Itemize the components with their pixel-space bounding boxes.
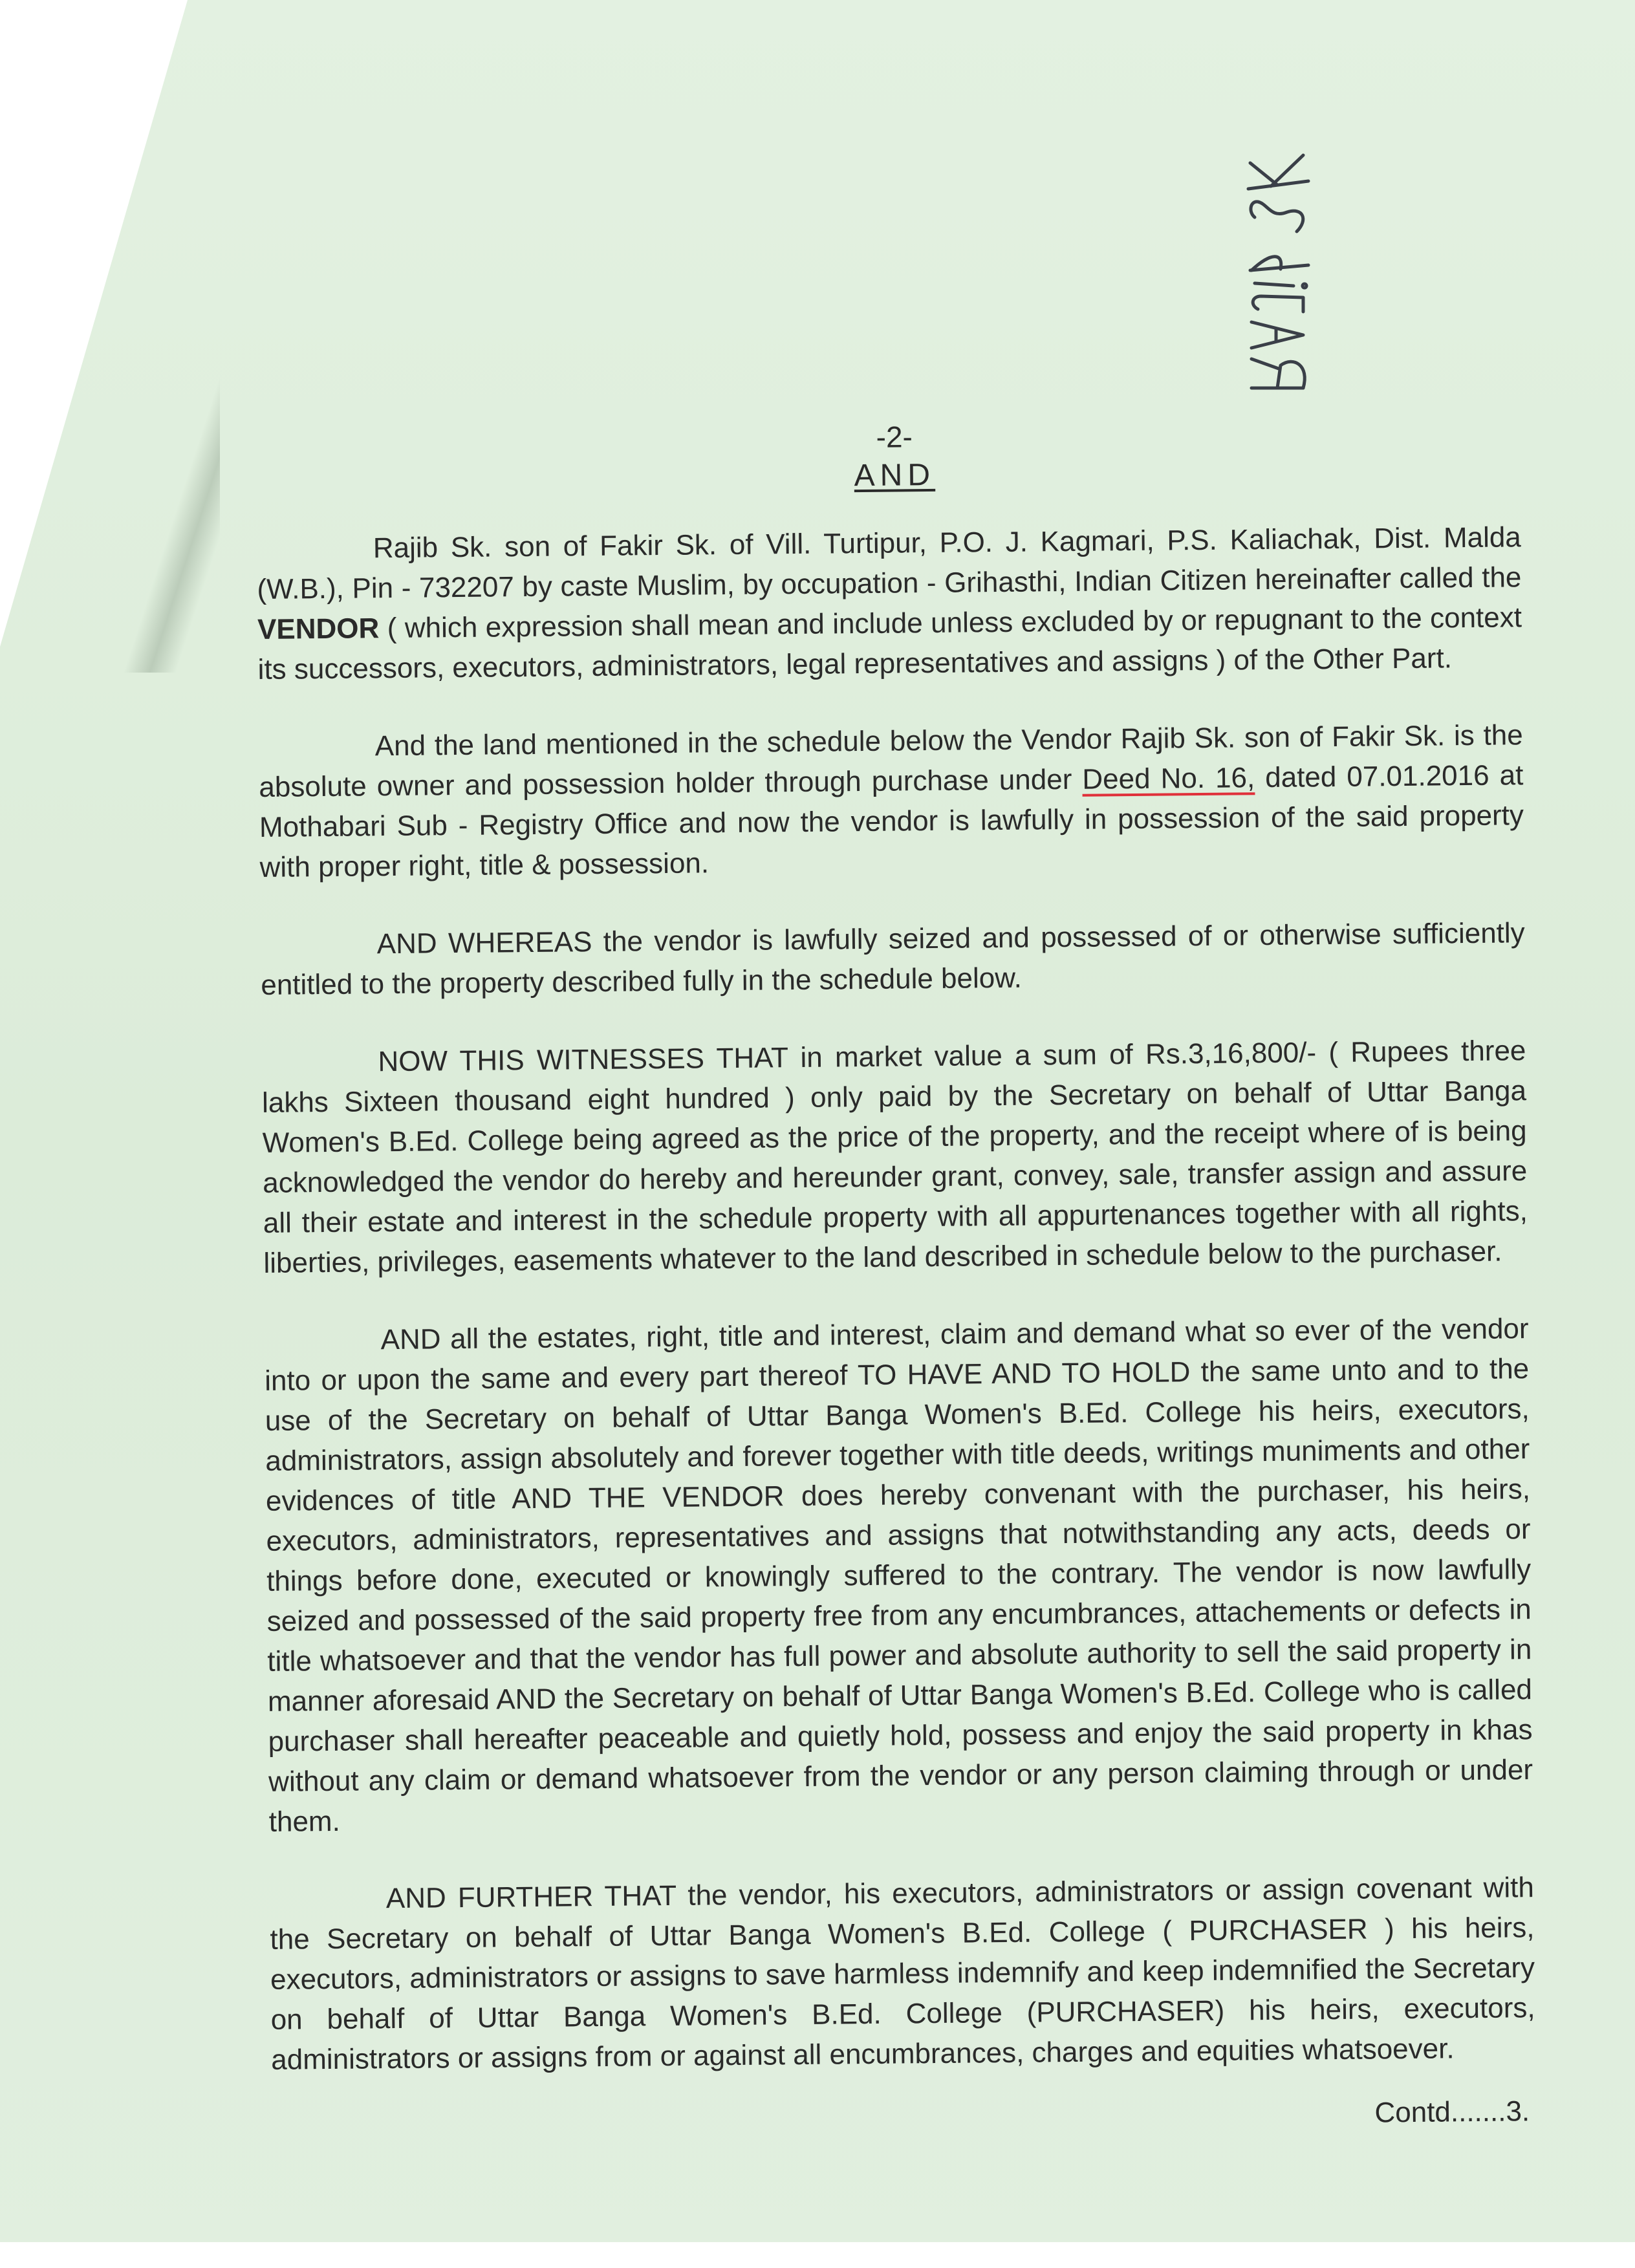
estates-paragraph: AND all the estates, right, title and interest, claim and demand what so ever of the vendor into or upon the same and every part thereof TO HAVE AND TO HOLD the same unto and to the use of the Secretary on behalf of Uttar Banga Women's B.Ed. College his heirs, executors, administrators, assign absolutely and forever together with title deeds, writings muniments and other evidences of title AND THE VENDOR does hereby convenant with the purchaser, his heirs, executors, administrators, representatives and assigns that notwithstanding any acts, deeds or things before done, executed or knowingly suffered to the contrary. The vendor is now lawfully seized and possessed of the said property free from any encumbrances, attachements or defects in title whatsoever and that the vendor has full power and absolute authority to sell the said property in manner aforesaid AND the Secretary on behalf of Uttar Banga Women's B.Ed. College who is called purchaser shall hereafter peaceable and quietly hold, possess and enjoy the said property in khas without any claim or demand whatsoever from the vendor or any person claiming through or under them. (264, 1313, 1533, 1838)
page-number: -2- (876, 420, 913, 454)
continuation-marker: Contd.......3. (1374, 2095, 1530, 2129)
ownership-paragraph-rest: dated 07.01.2016 at Mothabari Sub - Registry Office and now the vendor is lawfully in possession of the said property with proper right, title & possession. (259, 759, 1524, 883)
signature-handwriting (1232, 142, 1323, 401)
vendor-paragraph (257, 517, 1522, 690)
whereas-paragraph: AND WHEREAS the vendor is lawfully seized and possessed of or otherwise sufficiently entitled to the property described fully in the schedule below. (261, 917, 1525, 1001)
further-paragraph: AND FURTHER THAT the vendor, his executors, administrators or assign covenant with the Secretary on behalf of Uttar Banga Women's B.Ed. College ( PURCHASER ) his heirs, executors, administrators or assigns to save harmless indemnify and keep indemnified the Secretary on behalf of Uttar Banga Women's B.Ed. College (PURCHASER) his heirs, executors, administrators or assigns from or against all encumbrances, charges and equities whatsoever. (270, 1872, 1535, 2076)
deed-number-reference: Deed No. 16, (1082, 762, 1255, 795)
witnesses-paragraph: NOW THIS WITNESSES THAT in market value a sum of Rs.3,16,800/- ( Rupees three lakhs Sixteen thousand eight hundred ) only paid by the Secretary on behalf of Uttar Banga Women's B.Ed. College being agreed as the price of the property, and the receipt where of is being acknowledged the vendor do hereby and hereunder grant, convey, sale, transfer assign and assure all their estate and interest in the schedule property with all appurtenances together with all rights, liberties, privileges, easements whatever to the land described in schedule below to the purchaser. (261, 1035, 1528, 1279)
deed-text-body (255, 411, 1536, 2144)
vendor-signature (1232, 142, 1323, 401)
vendor-term: VENDOR (257, 612, 380, 645)
and-heading: AND (854, 457, 936, 493)
scan-border (0, 2242, 1635, 2268)
fold-shadow (0, 0, 220, 673)
vendor-paragraph-rest: ( which expression shall mean and include unless excluded by or repugnant to the context its successors, executors, administrators, legal representatives and assigns ) of the Other Part. (257, 601, 1522, 686)
vendor-paragraph-text: Rajib Sk. son of Fakir Sk. of Vill. Turtipur, P.O. J. Kagmari, P.S. Kaliachak, Dist. Malda (W.B.), Pin - 732207 by caste Muslim, by occupation - Grihasthi, Indian Citizen hereinafter called the (257, 521, 1522, 605)
ownership-paragraph (259, 715, 1524, 888)
ownership-paragraph-text: And the land mentioned in the schedule below the Vendor Rajib Sk. son of Fakir Sk. is the absolute owner and possession holder through purchase under (259, 719, 1523, 803)
